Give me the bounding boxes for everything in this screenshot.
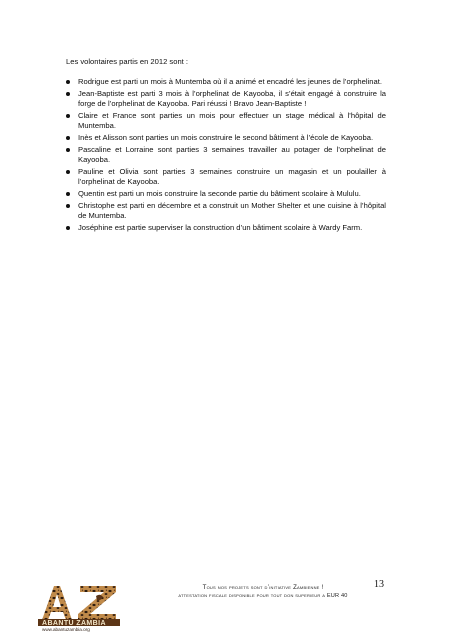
bullet-icon (66, 170, 70, 174)
list-item (66, 133, 386, 143)
logo-letter-a (42, 586, 72, 620)
bullet-icon (66, 204, 70, 208)
footer (150, 584, 376, 600)
bullet-icon (66, 192, 70, 196)
list-item (66, 223, 386, 233)
logo-letter-z (78, 586, 116, 620)
list-item-text: Joséphine est partie superviser la construction d’un bâtiment scolaire à Wardy Farm. (78, 223, 363, 233)
list-item (66, 167, 386, 187)
list-item-text: Christophe est parti en décembre et a construit un Mother Shelter et une cuisine à l’hôpital de Muntemba. (78, 201, 386, 221)
bullet-icon (66, 92, 70, 96)
list-item-text: Quentin est parti un mois construire la seconde partie du bâtiment scolaire à Mululu. (78, 189, 361, 199)
list-item (66, 77, 386, 87)
page-number: 13 (374, 579, 384, 590)
abantu-zambia-logo (36, 582, 132, 632)
list-item-text: Jean-Baptiste est parti 3 mois à l’orphelinat de Kayooba, il s’était engagé à construire la forge de l’orphelinat de Kayooba. Pari réussi ! Bravo Jean-Baptiste ! (78, 88, 386, 109)
logo-url-text: www.abantuzambia.org (42, 627, 90, 632)
list-item (66, 111, 386, 131)
list-item-text: Claire et France sont parties un mois pour effectuer un stage médical à l’hôpital de Muntemba. (78, 110, 386, 131)
footer-line-1: Tous nos projets sont d’initiative Zambienne ! (202, 584, 324, 591)
bullet-icon (66, 80, 70, 84)
list-item-text: Inès et Alisson sont parties un mois construire le second bâtiment à l’école de Kayooba. (78, 133, 374, 143)
footer-line-2: attestation fiscale disponible pour tout don superieur a EUR 40 (178, 593, 348, 599)
list-item-text: Pascaline et Lorraine sont parties 3 semaines travailler au potager de l’orphelinat de Kayooba. (78, 144, 386, 165)
logo-name-text: ABANTU ZAMBIA (42, 620, 106, 627)
bullet-icon (66, 226, 70, 230)
list-item (66, 189, 386, 199)
intro-text: Les volontaires partis en 2012 sont : (66, 57, 188, 66)
list-item (66, 145, 386, 165)
bullet-icon (66, 136, 70, 140)
list-item (66, 89, 386, 109)
list-item-text: Pauline et Olivia sont parties 3 semaines construire un magasin et un poulailler à l’orphelinat de Kayooba. (78, 167, 386, 187)
bullet-icon (66, 114, 70, 118)
list-item (66, 201, 386, 221)
list-item-text: Rodrigue est parti un mois à Muntemba où il a animé et encadré les jeunes de l’orphelinat. (78, 77, 382, 86)
bullet-icon (66, 148, 70, 152)
volunteer-list (66, 77, 386, 235)
